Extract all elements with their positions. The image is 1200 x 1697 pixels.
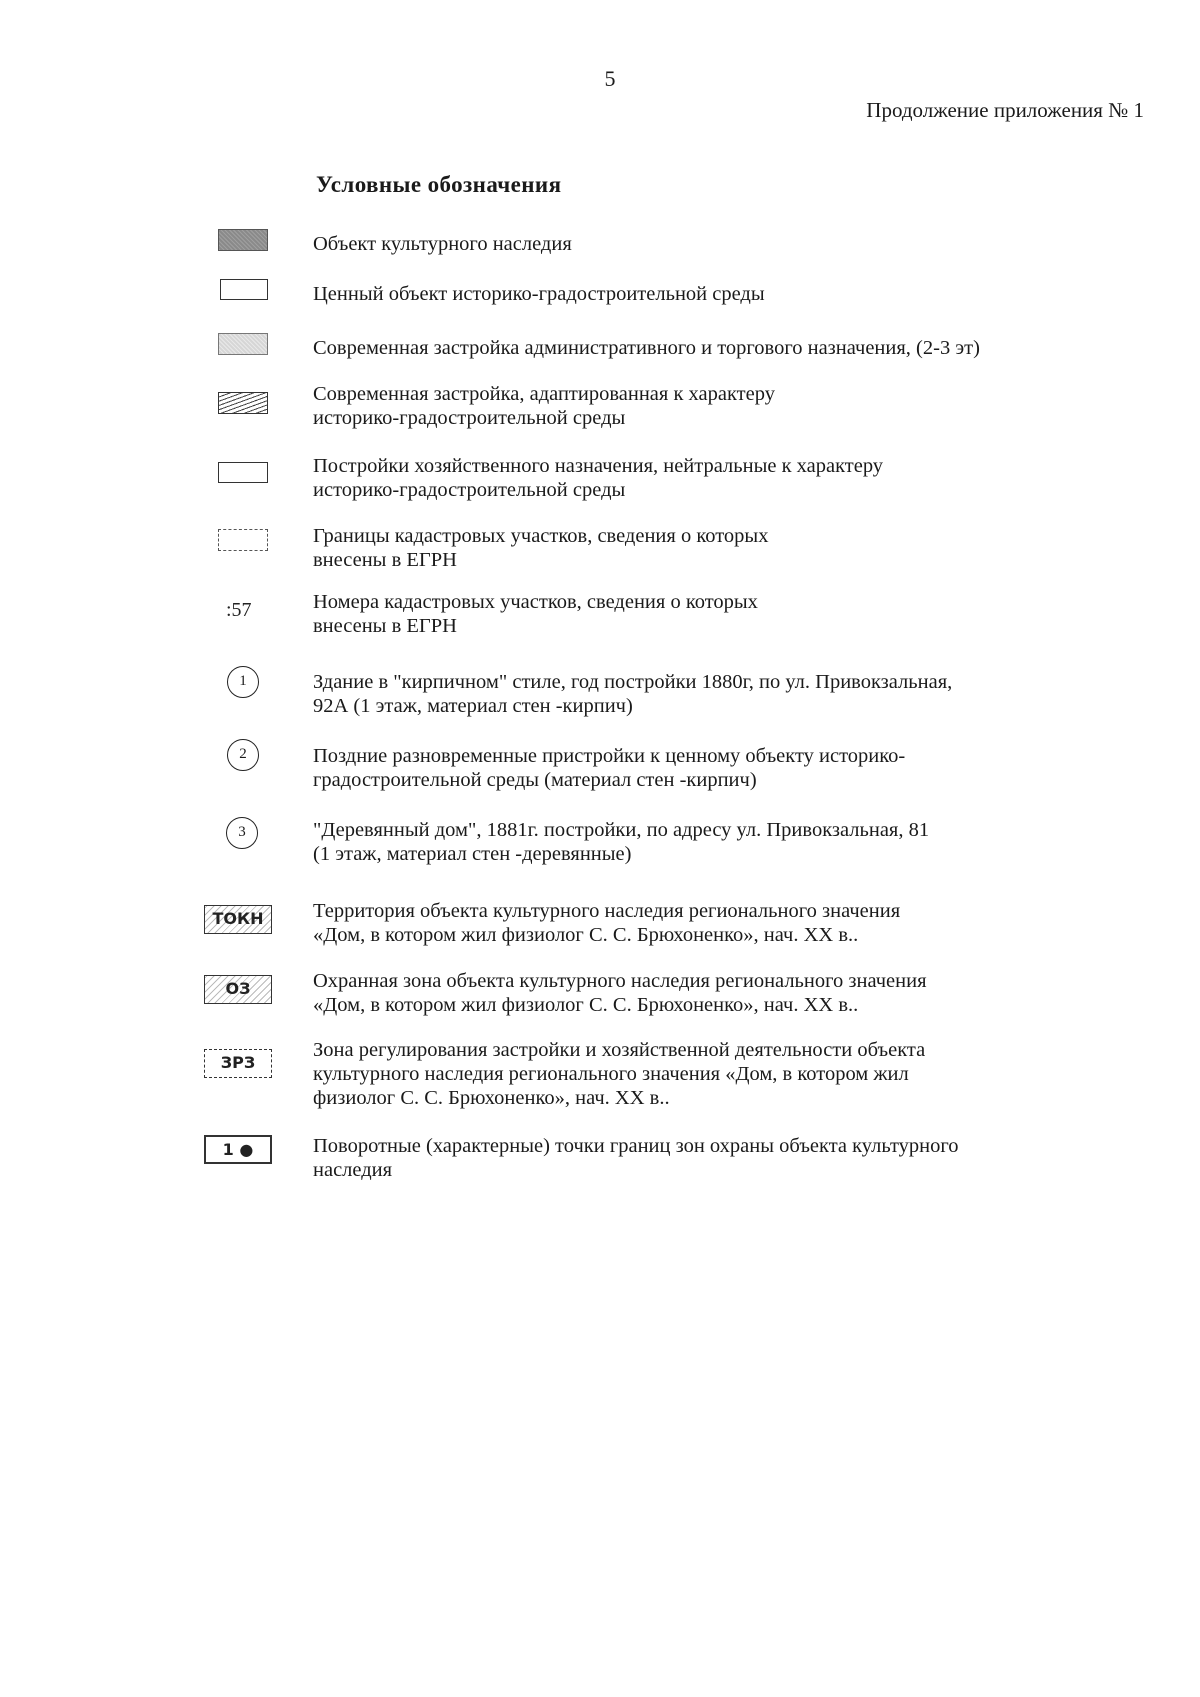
legend-item-text: Территория объекта культурного наследия регионального значения «Дом, в котором жил физиолог С. С. Брюхоненко», нач. XX в.. xyxy=(313,900,901,946)
legend-item-text: Поздние разновременные пристройки к ценному объекту историко- градостроительной среды (материал стен -кирпич) xyxy=(313,745,906,791)
outline-rectangle xyxy=(218,462,268,483)
legend-item-text: Охранная зона объекта культурного наследия регионального значения «Дом, в котором жил физиолог С. С. Брюхоненко», нач. XX в.. xyxy=(313,970,927,1016)
outline-rectangle xyxy=(220,279,268,300)
legend-title: Условные обозначения xyxy=(316,172,562,197)
diagonal-hatch-swatch xyxy=(218,392,268,414)
turning-point-badge: 1 ● xyxy=(204,1135,272,1164)
legend-item-text: Номера кадастровых участков, сведения о которых внесены в ЕГРН xyxy=(313,591,758,637)
tokn-badge: ТОКН xyxy=(204,905,272,934)
legend-item-text: Поворотные (характерные) точки границ зон охраны объекта культурного наследия xyxy=(313,1135,959,1181)
legend-item-text: Современная застройка, адаптированная к характеру историко-градостроительной среды xyxy=(313,383,775,429)
continuation-label: Продолжение приложения № 1 xyxy=(866,98,1144,122)
legend-item-text: Объект культурного наследия xyxy=(313,233,572,255)
legend-item-text: Здание в "кирпичном" стиле, год постройки 1880г, по ул. Привокзальная, 92А (1 этаж, материал стен -кирпич) xyxy=(313,671,953,717)
oz-badge: ОЗ xyxy=(204,975,272,1004)
circle-marker-2: 2 xyxy=(227,739,259,771)
light-gray-swatch xyxy=(218,333,268,355)
legend-item-text: Современная застройка административного и торгового назначения, (2-3 эт) xyxy=(313,337,980,359)
page-number: 5 xyxy=(604,66,616,91)
dashed-rectangle xyxy=(218,529,268,551)
legend-item-text: "Деревянный дом", 1881г. постройки, по адресу ул. Привокзальная, 81 (1 этаж, материал стен -деревянные) xyxy=(313,819,930,865)
legend-item-text: Постройки хозяйственного назначения, нейтральные к характеру историко-градостроительной среды xyxy=(313,455,884,501)
legend-item-text: Ценный объект историко-градостроительной среды xyxy=(313,283,765,305)
cadastral-number-symbol: :57 xyxy=(226,599,252,621)
circle-marker-3: 3 xyxy=(226,817,258,849)
circle-marker-1: 1 xyxy=(227,666,259,698)
dark-hatched-swatch xyxy=(218,229,268,251)
zrz-badge: ЗРЗ xyxy=(204,1049,272,1078)
legend-item-text: Границы кадастровых участков, сведения о которых внесены в ЕГРН xyxy=(313,525,769,571)
legend-item-text: Зона регулирования застройки и хозяйственной деятельности объекта культурного наследия регионального значения «Дом, в котором жил физиолог С. С. Брюхоненко», нач. XX в.. xyxy=(313,1039,926,1109)
